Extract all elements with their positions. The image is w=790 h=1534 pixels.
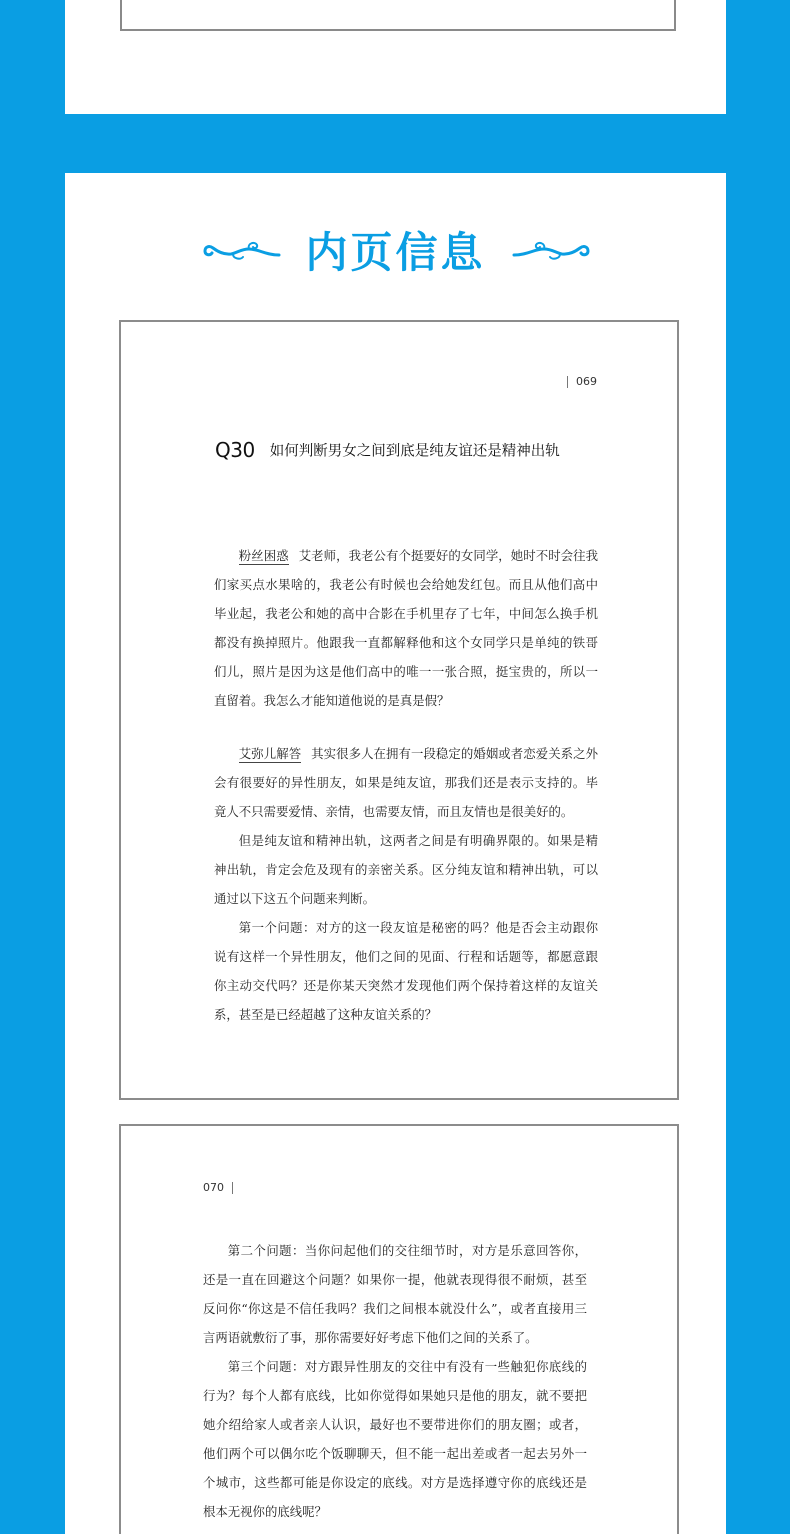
- book-page-069: [119, 320, 679, 1100]
- body-paragraph: 但是纯友谊和精神出轨，这两者之间是有明确界限的。如果是精神出轨，肯定会危及现有的亲密关系。区分纯友谊和精神出轨，可以通过以下这五个问题来判断。: [214, 833, 598, 906]
- body-paragraph: 第三个问题：对方跟异性朋友的交往中有没有一些触犯你底线的行为？每个人都有底线，比如你觉得如果她只是他的朋友，就不要把她介绍给家人或者亲人认识，最好也不要带进你们的朋友圈；或者，他们两个可以偶尔吃个饭聊聊天，但不能一起出差或者一起去另外一个城市，这些都可能是你设定的底线。对方是选择遵守你的底线还是根本无视你的底线呢？: [203, 1359, 587, 1519]
- book-page-070: [119, 1124, 679, 1534]
- previous-page-frame: [120, 0, 676, 31]
- content-card: [65, 173, 726, 1534]
- question-heading: [215, 438, 560, 462]
- answer-paragraph: [214, 739, 598, 826]
- section-title: 内页信息: [305, 228, 486, 277]
- page-number: 070: [203, 1182, 233, 1194]
- question-code: Q30: [215, 438, 255, 462]
- page-body: [203, 1236, 587, 1526]
- answer-label: 艾弥儿解答: [238, 746, 302, 761]
- page-body: [214, 541, 598, 1029]
- body-paragraph: 第一个问题：对方的这一段友谊是秘密的吗？他是否会主动跟你说有这样一个异性朋友，他们之间的见面、行程和话题等，都愿意跟你主动交代吗？还是你某天突然才发现他们两个保持着这样的友谊关系，甚至是已经超越了这种友谊关系的？: [214, 920, 598, 1022]
- swirl-flourish-icon: [512, 237, 590, 263]
- page-number: 069: [567, 376, 597, 388]
- fan-question-paragraph: [214, 541, 598, 715]
- answer-text: 其实很多人在拥有一段稳定的婚姻或者恋爱关系之外会有很要好的异性朋友，如果是纯友谊，那我们还是表示支持的。毕竟人不只需要爱情、亲情，也需要友情，而且友情也是很美好的。: [214, 746, 599, 819]
- fan-label: 粉丝困惑: [238, 548, 289, 563]
- body-paragraph: 第二个问题：当你问起他们的交往细节时，对方是乐意回答你，还是一直在回避这个问题？如果你一提，他就表现得很不耐烦，甚至反问你“你这是不信任我吗？我们之间根本就没什么”，或者直接用三言两语就敷衍了事，那你需要好好考虑下他们之间的关系了。: [203, 1243, 587, 1345]
- question-title: 如何判断男女之间到底是纯友谊还是精神出轨: [269, 443, 560, 460]
- fan-text: 艾老师，我老公有个挺要好的女同学，她时不时会往我们家买点水果啥的，我老公有时候也会给她发红包。而且从他们高中毕业起，我老公和她的高中合影在手机里存了七年，中间怎么换手机都没有换掉照片。他跟我一直都解释他和这个女同学只是单纯的铁哥们儿，照片是因为这是他们高中的唯一一张合照，挺宝贵的，所以一直留着。我怎么才能知道他说的是真是假？: [214, 548, 599, 708]
- section-heading: [65, 223, 726, 283]
- top-card: [65, 0, 726, 114]
